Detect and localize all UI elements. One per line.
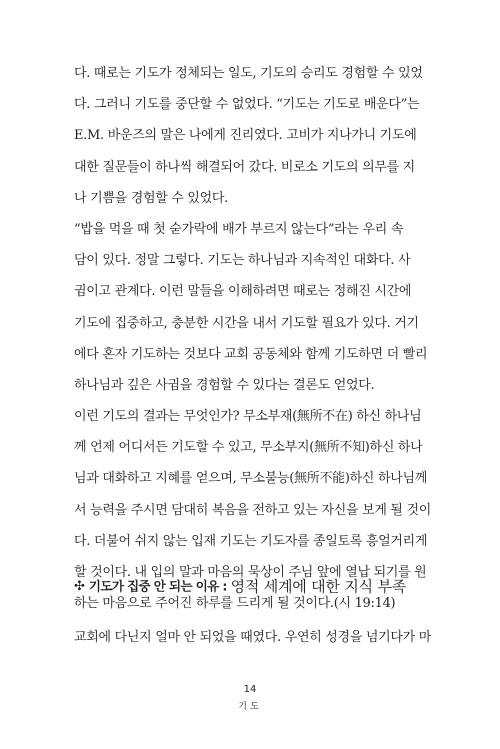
text-line-1: 다. 때로는 기도가 정체되는 일도, 기도의 승리도 경험할 수 있었 [74,66,423,81]
text-line-15: 서 능력을 주시면 담대히 복음을 전하고 있는 자신을 보게 될 것이 [74,502,432,518]
text-line-14: 님과 대화하고 지혜를 얻으며, 무소불능(無所不能)하신 하나님께 [74,471,428,487]
text-line-12: 이런 기도의 결과는 무엇인가? 무소부재(無所不在) 하신 하나님 [74,409,422,425]
text-line-10: 에다 혼자 기도하는 것보다 교회 공동체와 함께 기도하면 더 빨리 [74,346,428,362]
text-line-8: 귐이고 관계다. 이런 말들을 이해하려면 때로는 정해진 시간에 [74,284,412,300]
body-text [74,58,432,619]
text-line-18: 하는 마음으로 주어진 하루를 드리게 될 것이다.(시 19:14) [74,596,396,612]
text-line-6: “밥을 먹을 때 첫 숟가락에 배가 부르지 않는다”라는 우리 속 [74,221,404,237]
text-line-13: 께 언제 어디서든 기도할 수 있고, 무소부지(無所不知)하신 하나 [74,440,423,456]
section-heading [74,574,434,598]
cross-ornament-icon: ✣ [74,578,85,594]
text-line-4: 대한 질문들이 하나씩 해결되어 갔다. 비로소 기도의 의무를 지 [74,159,415,175]
text-line-7: 담이 있다. 정말 그렇다. 기도는 하나님과 지속적인 대화다. 사 [74,253,411,269]
running-title: 기도 [238,702,262,712]
page-number: 14 [243,684,257,695]
text-line-17: 할 것이다. 내 입의 말과 마음의 묵상이 주님 앞에 열납 되기를 원 [74,565,427,580]
text-line-9: 기도에 집중하고, 충분한 시간을 내서 기도할 필요가 있다. 거기 [74,315,419,331]
text-line-5: 나 기쁨을 경험할 수 있었다. [74,190,228,206]
text-line-continuation: 교회에 다닌지 얼마 안 되었을 때였다. 우연히 성경을 넘기다가 마 [74,630,432,645]
text-line-11: 하나님과 깊은 사귐을 경험할 수 있다는 결론도 얻었다. [74,377,375,393]
section-heading-lead: 기도가 집중 안 되는 이유 : [88,578,231,594]
text-line-16: 다. 더불어 쉬지 않는 입재 기도는 기도자를 종일토록 흥얼거리게 [74,533,428,549]
text-line-2: 다. 그러니 기도를 중단할 수 없었다. “기도는 기도로 배운다”는 [74,97,420,113]
text-line-3: E.M. 바운즈의 말은 나에게 진리였다. 고비가 지나가니 기도에 [74,128,417,144]
section-heading-title: 영적 세계에 대한 지식 부족 [230,577,407,596]
